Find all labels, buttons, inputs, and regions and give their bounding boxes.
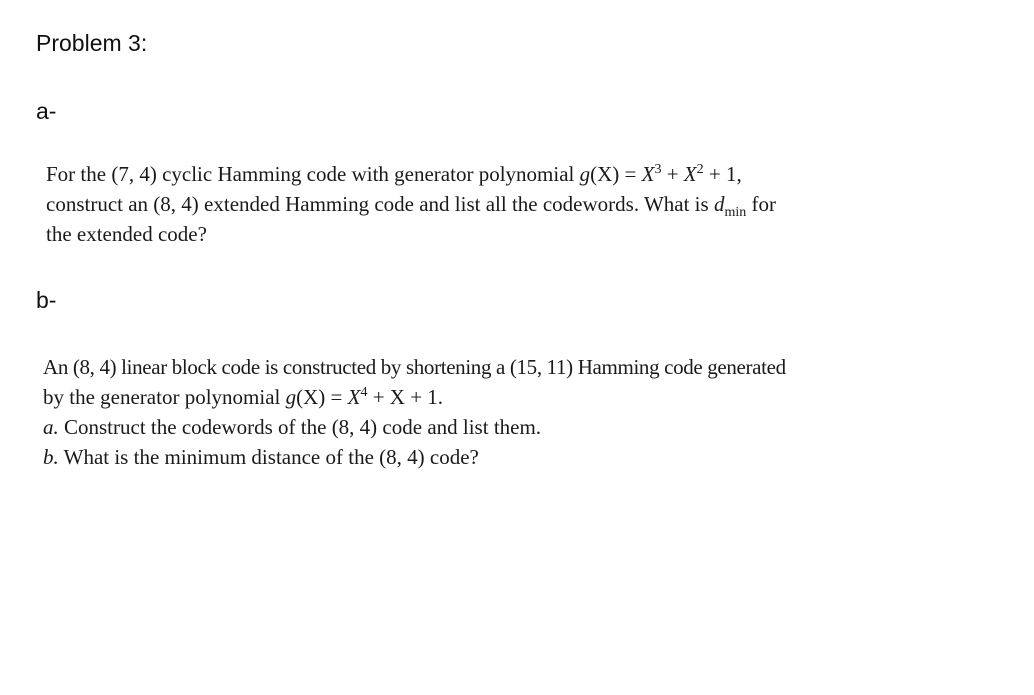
math-g: g: [285, 385, 297, 409]
part-b-line-1: An (8, 4) linear block code is constructed by shortening a (15, 11) Hamming code generated: [43, 355, 786, 379]
part-b-text: [43, 355, 1003, 475]
math-tail: + X + 1.: [367, 385, 444, 409]
math-x: X: [683, 162, 697, 186]
item-marker: b.: [43, 445, 59, 469]
part-b-line-2: [43, 385, 443, 410]
part-a-line-2-text: construct an (8, 4) extended Hamming code and list all the codewords. What is: [46, 192, 714, 216]
math-arg: (X) =: [296, 385, 348, 409]
math-d: d: [713, 192, 725, 216]
item-text: Construct the codewords of the (8, 4) code and list them.: [64, 415, 542, 439]
math-plus: +: [661, 162, 684, 186]
part-a-line-1: [46, 162, 742, 187]
part-a-line-2: [46, 192, 776, 220]
part-a-line-3: the extended code?: [46, 222, 207, 246]
math-exp: 3: [654, 162, 662, 177]
part-b-item-a: [43, 415, 541, 440]
math-g: g: [579, 162, 591, 186]
math-x: X: [641, 162, 655, 186]
part-b-line-2-text: by the generator polynomial: [43, 385, 286, 409]
item-marker: a.: [43, 415, 59, 439]
part-a-line-1-text: For the (7, 4) cyclic Hamming code with generator polynomial: [46, 162, 580, 186]
math-arg: (X) =: [590, 162, 642, 186]
math-tail: + 1,: [703, 162, 742, 186]
math-exp: 2: [696, 162, 704, 177]
part-b-item-b: [43, 445, 479, 470]
math-exp: 4: [360, 385, 368, 400]
part-a-text: [46, 162, 986, 252]
math-x: X: [347, 385, 361, 409]
item-text: What is the minimum distance of the (8, 4) code?: [63, 445, 479, 469]
math-subscript: min: [724, 205, 747, 220]
part-b-label: b-: [36, 287, 57, 313]
problem-title: Problem 3:: [36, 30, 148, 56]
part-a-line-2-tail: for: [746, 192, 776, 216]
part-a-label: a-: [36, 98, 57, 124]
